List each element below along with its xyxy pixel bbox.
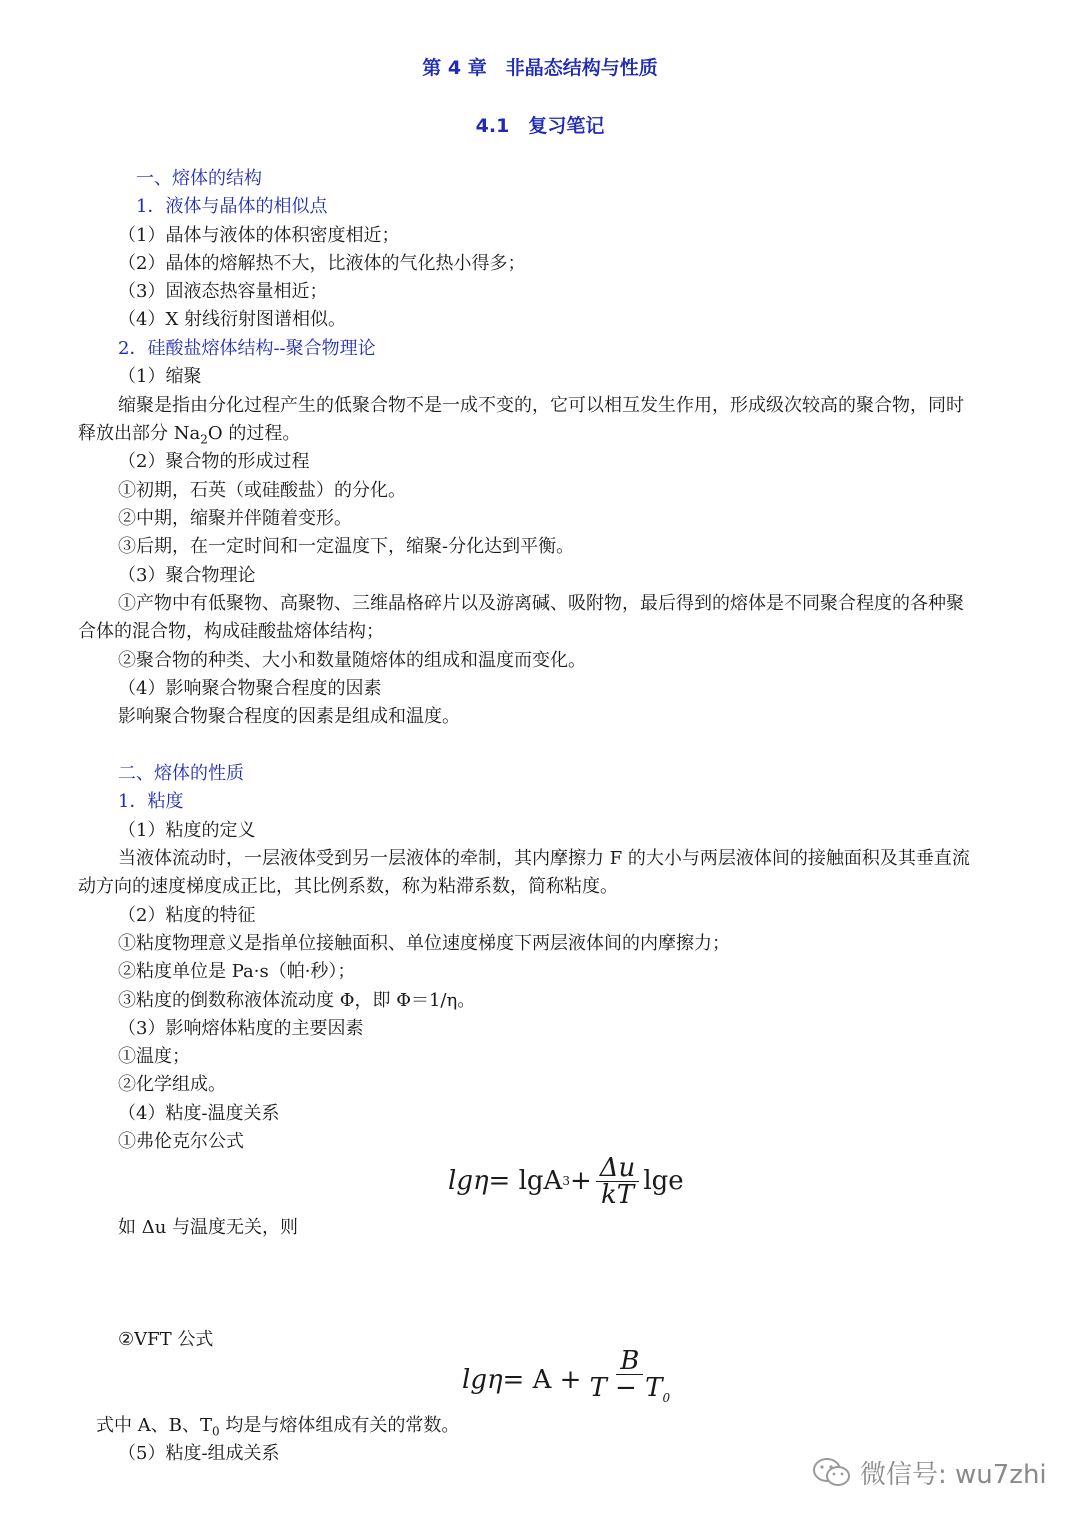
text-line: ②聚合物的种类、大小和数量随熔体的组成和温度而变化。 (118, 650, 586, 671)
frenkel-formula: lgη = lgA 3 + $\frac{\Delta u}{kT}$ lge (448, 1152, 684, 1210)
text-line: （2）聚合物的形成过程 (118, 451, 310, 472)
vft-formula: lgη = A + $\frac{B}{T - T_0}$ (462, 1352, 678, 1408)
fraction: $\frac{\Delta u}{kT}$ (596, 1155, 640, 1208)
text-line: （3）固液态热容量相近； (118, 281, 328, 302)
text-line: 当液体流动时，一层液体受到另一层液体的牵制，其内摩擦力 F 的大小与两层液体间的接触面积及其垂直流 (118, 848, 970, 869)
text-line: （3）影响熔体粘度的主要因素 (118, 1018, 364, 1039)
text-line: （4）X 射线衍射图谱相似。 (118, 309, 346, 330)
watermark-text: 微信号: wu7zhi (860, 1460, 1047, 1490)
heading-melt-properties: 二、熔体的性质 (118, 763, 244, 784)
text-line: （4）影响聚合物聚合程度的因素 (118, 678, 382, 699)
text-line: （1）晶体与液体的体积密度相近； (118, 225, 400, 246)
subheading-polymer-theory: 2．硅酸盐熔体结构--聚合物理论 (118, 338, 376, 359)
fraction: $\frac{B}{T - T_0}$ (589, 1346, 671, 1406)
text-line: ②VFT 公式 (118, 1329, 214, 1350)
text-line: 释放出部分 $Na_2O$ 的过程。 (78, 423, 301, 447)
text-line: （2）晶体的熔解热不大，比液体的气化热小得多； (118, 253, 526, 274)
text-line: ③粘度的倒数称液体流动度 Φ，即 Φ＝1/η。 (118, 990, 476, 1011)
subheading-similarity: 1．液体与晶体的相似点 (136, 196, 328, 217)
text-line: ②中期，缩聚并伴随着变形。 (118, 508, 352, 529)
chapter-title: 第 4 章 非晶态结构与性质 (422, 57, 658, 79)
text-line: （1）粘度的定义 (118, 820, 256, 841)
text-line: ①弗伦克尔公式 (118, 1131, 244, 1152)
text-line: ②化学组成。 (118, 1074, 226, 1095)
text-line: （1）缩聚 (118, 366, 202, 387)
text-line: ③后期，在一定时间和一定温度下，缩聚-分化达到平衡。 (118, 536, 575, 557)
section-title: 4.1 复习笔记 (475, 115, 605, 137)
text-line: 影响聚合物聚合程度的因素是组成和温度。 (118, 706, 460, 727)
text-line: 式中 A、B、$T_0$ 均是与熔体组成有关的常数。 (96, 1415, 460, 1439)
text-line: （5）粘度-组成关系 (118, 1443, 280, 1464)
text-line: ①温度； (118, 1046, 190, 1067)
text-line: （3）聚合物理论 (118, 565, 256, 586)
watermark (812, 1454, 1047, 1491)
text-line: 缩聚是指由分化过程产生的低聚合物不是一成不变的，它可以相互发生作用，形成级次较高的聚合物，同时 (118, 395, 964, 416)
text-line: （4）粘度-温度关系 (118, 1103, 280, 1124)
text-line: 合体的混合物，构成硅酸盐熔体结构； (78, 621, 384, 642)
subheading-viscosity: 1．粘度 (118, 791, 184, 812)
text-line: 如 Δu 与温度无关，则 (118, 1217, 299, 1238)
text-line: ①粘度物理意义是指单位接触面积、单位速度梯度下两层液体间的内摩擦力； (118, 933, 730, 954)
text-line: ①产物中有低聚物、高聚物、三维晶格碎片以及游离碱、吸附物，最后得到的熔体是不同聚合程度的各种聚 (118, 593, 964, 614)
heading-melt-structure: 一、熔体的结构 (136, 168, 262, 189)
text-line: 动方向的速度梯度成正比，其比例系数，称为粘滞系数，简称粘度。 (78, 876, 618, 897)
wechat-icon (812, 1456, 852, 1490)
text-line: ②粘度单位是 Pa·s（帕·秒）； (118, 961, 356, 982)
text-line: （2）粘度的特征 (118, 905, 256, 926)
text-line: ①初期，石英（或硅酸盐）的分化。 (118, 480, 406, 501)
